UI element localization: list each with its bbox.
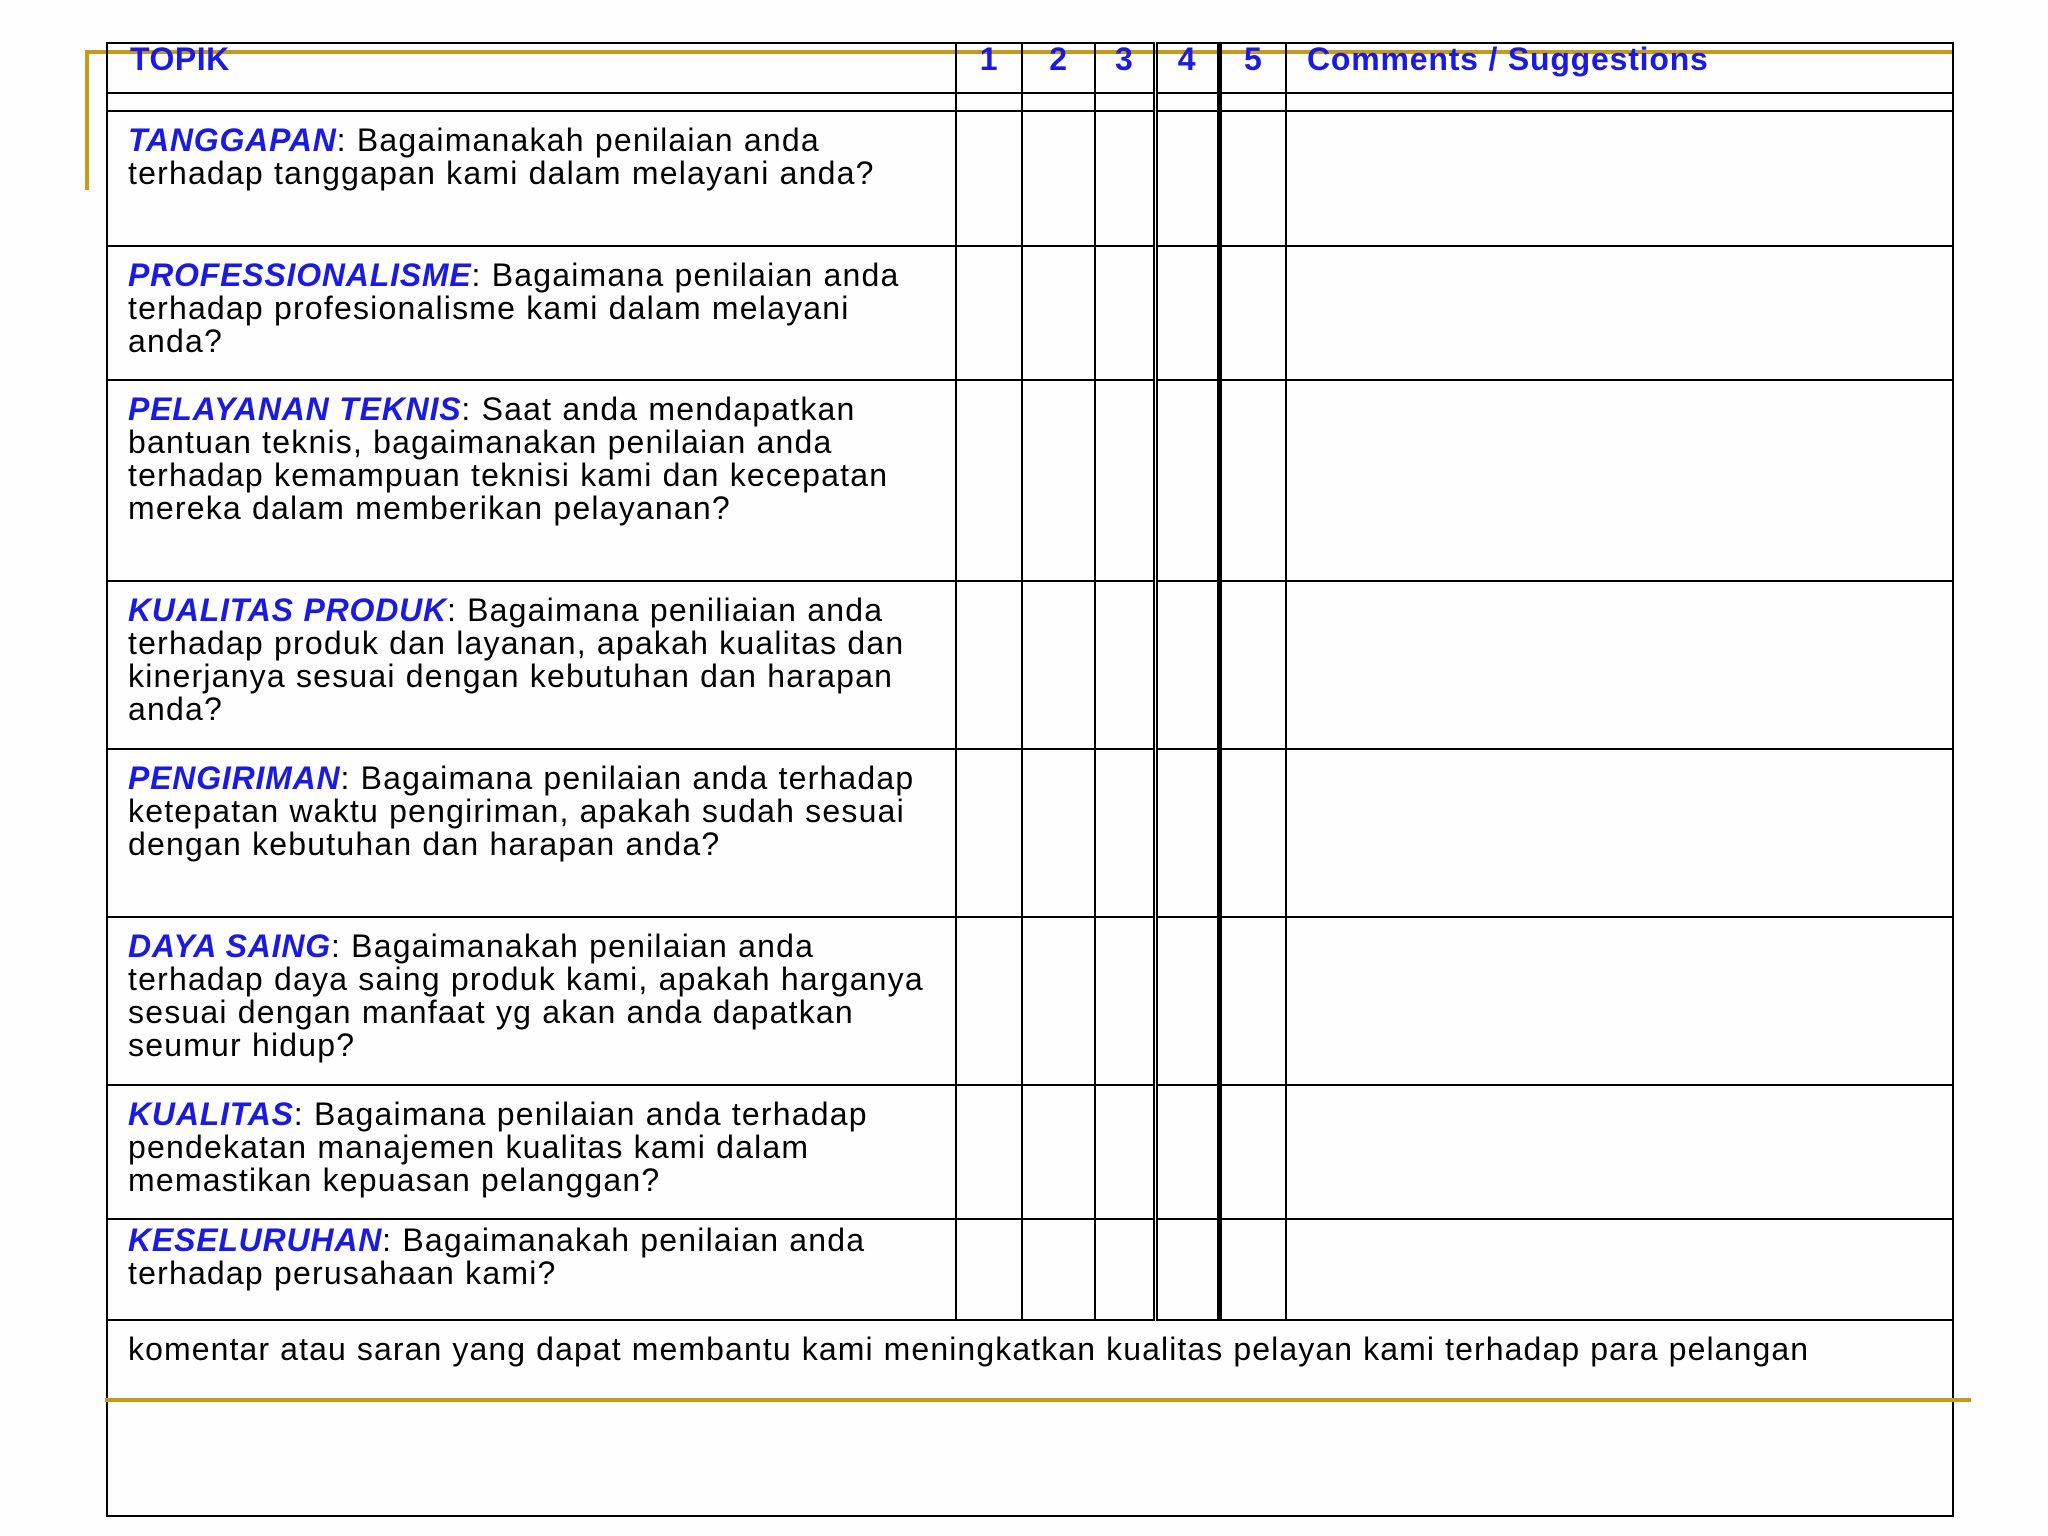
rating-cell-3[interactable] xyxy=(1095,1085,1155,1219)
question-cell xyxy=(107,246,956,380)
question-row-pelayanan-teknis xyxy=(107,380,1953,581)
question-cell xyxy=(107,380,956,581)
question-row-daya-saing xyxy=(107,917,1953,1085)
question-row-keseluruhan xyxy=(107,1219,1953,1320)
rating-cell-1[interactable] xyxy=(956,1085,1022,1219)
header-rating-3: 3 xyxy=(1095,43,1155,93)
question-row-kualitas xyxy=(107,1085,1953,1219)
rating-cell-5[interactable] xyxy=(1219,749,1286,917)
question-key: KESELURUHAN xyxy=(128,1222,383,1258)
rating-cell-3[interactable] xyxy=(1095,581,1155,749)
question-key: PROFESSIONALISME xyxy=(128,257,472,293)
comment-cell[interactable] xyxy=(1286,111,1953,246)
rating-cell-5[interactable] xyxy=(1219,380,1286,581)
rating-cell-4[interactable] xyxy=(1155,111,1219,246)
rating-cell-5[interactable] xyxy=(1219,1085,1286,1219)
question-row-kualitas-produk xyxy=(107,581,1953,749)
rating-cell-2[interactable] xyxy=(1022,1219,1095,1320)
rating-cell-4[interactable] xyxy=(1155,246,1219,380)
comment-cell[interactable] xyxy=(1286,1085,1953,1219)
spacer-row xyxy=(107,93,1953,111)
question-row-pengiriman xyxy=(107,749,1953,917)
gold-accent-line-left xyxy=(85,50,89,190)
comment-cell[interactable] xyxy=(1286,1219,1953,1320)
question-text: : Bagaimana penilaian anda terhadap profesionalisme kami dalam melayani anda? xyxy=(128,257,900,359)
rating-cell-4[interactable] xyxy=(1155,380,1219,581)
question-text: : Bagaimana peniliaian anda terhadap produk dan layanan, apakah kualitas dan kinerjanya sesuai dengan kebutuhan dan harapan anda? xyxy=(128,592,905,727)
question-cell xyxy=(107,111,956,246)
rating-cell-2[interactable] xyxy=(1022,749,1095,917)
question-key: KUALITAS PRODUK xyxy=(128,592,447,628)
comment-cell[interactable] xyxy=(1286,246,1953,380)
question-text: : Bagaimana penilaian anda terhadap ketepatan waktu pengiriman, apakah sudah sesuai dengan kebutuhan dan harapan anda? xyxy=(128,760,915,862)
rating-cell-4[interactable] xyxy=(1155,581,1219,749)
question-text: : Bagaimana penilaian anda terhadap pendekatan manajemen kualitas kami dalam memastikan kepuasan pelanggan? xyxy=(128,1096,868,1198)
rating-cell-4[interactable] xyxy=(1155,917,1219,1085)
question-key: PENGIRIMAN xyxy=(128,760,341,796)
rating-cell-3[interactable] xyxy=(1095,1219,1155,1320)
rating-cell-1[interactable] xyxy=(956,111,1022,246)
question-cell xyxy=(107,749,956,917)
footer-comment-row xyxy=(107,1320,1953,1516)
rating-cell-3[interactable] xyxy=(1095,380,1155,581)
header-rating-2: 2 xyxy=(1022,43,1095,93)
rating-cell-2[interactable] xyxy=(1022,917,1095,1085)
footer-comment-prompt[interactable]: komentar atau saran yang dapat membantu kami meningkatkan kualitas pelayan kami terhadap para pelangan xyxy=(107,1320,1953,1516)
question-text: : Saat anda mendapatkan bantuan teknis, bagaimanakan penilaian anda terhadap kemampuan teknisi kami dan kecepatan mereka dalam memberikan pelayanan? xyxy=(128,391,889,526)
question-key: TANGGAPAN xyxy=(128,122,337,158)
comment-cell[interactable] xyxy=(1286,380,1953,581)
rating-cell-1[interactable] xyxy=(956,917,1022,1085)
header-row xyxy=(107,43,1953,93)
survey-table xyxy=(106,42,1954,1517)
rating-cell-5[interactable] xyxy=(1219,1219,1286,1320)
question-text: : Bagaimanakah penilaian anda terhadap perusahaan kami? xyxy=(128,1222,866,1291)
rating-cell-5[interactable] xyxy=(1219,581,1286,749)
header-topik: TOPIK xyxy=(107,43,956,93)
comment-cell[interactable] xyxy=(1286,917,1953,1085)
question-cell xyxy=(107,581,956,749)
rating-cell-5[interactable] xyxy=(1219,917,1286,1085)
header-rating-4: 4 xyxy=(1155,43,1219,93)
rating-cell-1[interactable] xyxy=(956,380,1022,581)
rating-cell-3[interactable] xyxy=(1095,111,1155,246)
rating-cell-3[interactable] xyxy=(1095,917,1155,1085)
question-text: : Bagaimanakah penilaian anda terhadap tanggapan kami dalam melayani anda? xyxy=(128,122,875,191)
rating-cell-3[interactable] xyxy=(1095,246,1155,380)
rating-cell-4[interactable] xyxy=(1155,1219,1219,1320)
question-row-professionalisme xyxy=(107,246,1953,380)
question-cell xyxy=(107,1085,956,1219)
rating-cell-1[interactable] xyxy=(956,581,1022,749)
rating-cell-2[interactable] xyxy=(1022,111,1095,246)
rating-cell-5[interactable] xyxy=(1219,246,1286,380)
comment-cell[interactable] xyxy=(1286,581,1953,749)
question-key: PELAYANAN TEKNIS xyxy=(128,391,462,427)
header-rating-1: 1 xyxy=(956,43,1022,93)
gold-accent-line-bottom xyxy=(105,1398,1971,1402)
rating-cell-2[interactable] xyxy=(1022,380,1095,581)
question-text: : Bagaimanakah penilaian anda terhadap daya saing produk kami, apakah harganya sesuai dengan manfaat yg akan anda dapatkan seumur hidup? xyxy=(128,928,924,1063)
rating-cell-3[interactable] xyxy=(1095,749,1155,917)
question-key: DAYA SAING xyxy=(128,928,331,964)
header-comments: Comments / Suggestions xyxy=(1286,43,1953,93)
rating-cell-1[interactable] xyxy=(956,246,1022,380)
question-row-tanggapan xyxy=(107,111,1953,246)
rating-cell-4[interactable] xyxy=(1155,749,1219,917)
rating-cell-5[interactable] xyxy=(1219,111,1286,246)
rating-cell-1[interactable] xyxy=(956,749,1022,917)
rating-cell-1[interactable] xyxy=(956,1219,1022,1320)
rating-cell-2[interactable] xyxy=(1022,1085,1095,1219)
rating-cell-2[interactable] xyxy=(1022,581,1095,749)
question-key: KUALITAS xyxy=(128,1096,294,1132)
rating-cell-2[interactable] xyxy=(1022,246,1095,380)
question-cell xyxy=(107,1219,956,1320)
rating-cell-4[interactable] xyxy=(1155,1085,1219,1219)
comment-cell[interactable] xyxy=(1286,749,1953,917)
header-rating-5: 5 xyxy=(1219,43,1286,93)
question-cell xyxy=(107,917,956,1085)
